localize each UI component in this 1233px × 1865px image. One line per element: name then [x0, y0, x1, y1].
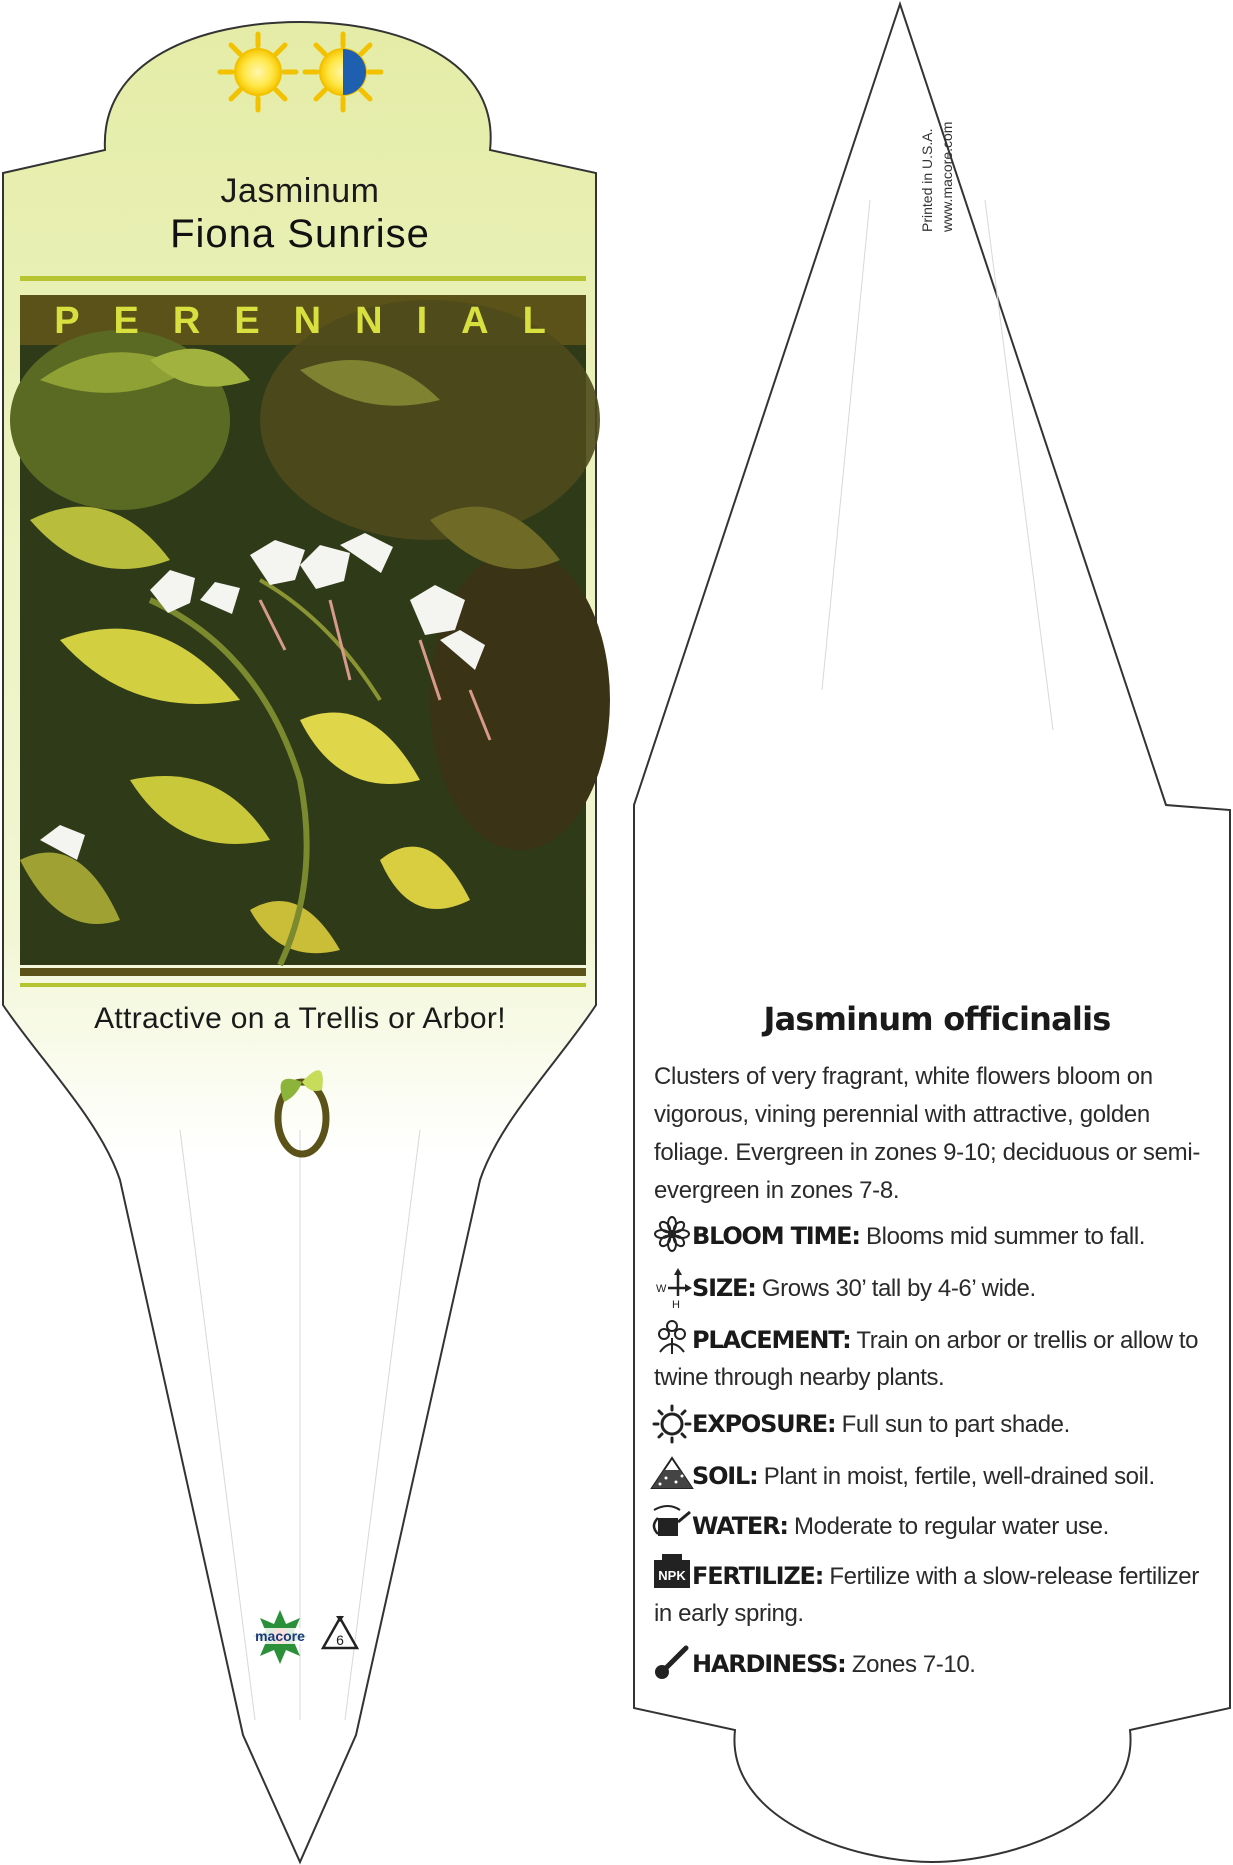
care-text: Blooms mid summer to fall. — [866, 1223, 1146, 1250]
recycle-code: 6 — [336, 1632, 344, 1648]
care-label: SIZE: — [692, 1274, 756, 1302]
photo-bottom-line — [20, 983, 586, 987]
care-label: BLOOM TIME: — [692, 1222, 860, 1250]
svg-text:NPK: NPK — [658, 1568, 686, 1583]
plant-description: Clusters of very fragrant, white flowers bloom on vigorous, vining perennial with attractive, golden foliage. Evergreen in zones 9-10; deciduous or semi-evergreen in zones 7-8. — [654, 1063, 1201, 1204]
care-text: Train on arbor or trellis or allow to twine through nearby plants. — [654, 1327, 1199, 1391]
care-soil — [654, 1458, 1202, 1495]
title-divider — [20, 276, 586, 281]
macore-logo-text: macore — [255, 1628, 305, 1644]
care-text: Plant in moist, fertile, well-drained soil. — [763, 1463, 1155, 1490]
care-bloom-time — [654, 1218, 1202, 1255]
plant-photo — [10, 300, 610, 965]
care-label: FERTILIZE: — [692, 1562, 824, 1590]
care-label: EXPOSURE: — [692, 1410, 836, 1438]
care-text: Moderate to regular water use. — [794, 1513, 1109, 1540]
svg-text:H: H — [672, 1299, 680, 1311]
photo-bottom-band — [20, 968, 586, 976]
plant-cultivar: Fiona Sunrise — [170, 212, 430, 256]
website-line: www.macore.com — [939, 121, 955, 232]
care-text: Grows 30’ tall by 4-6’ wide. — [761, 1275, 1036, 1302]
care-label: SOIL: — [692, 1462, 758, 1490]
tagline: Attractive on a Trellis or Arbor! — [94, 1002, 506, 1035]
care-label: PLACEMENT: — [692, 1326, 851, 1354]
care-label: WATER: — [692, 1512, 788, 1540]
part-sun-icon — [305, 34, 381, 110]
care-text: Full sun to part shade. — [841, 1411, 1070, 1438]
care-text: Zones 7-10. — [851, 1651, 976, 1678]
care-size — [654, 1270, 1202, 1307]
plant-genus: Jasminum — [220, 172, 380, 210]
category-label: PERENNIAL — [54, 299, 580, 342]
full-sun-icon — [220, 34, 296, 110]
care-placement — [654, 1322, 1202, 1396]
care-label: HARDINESS: — [692, 1650, 846, 1678]
care-water — [654, 1508, 1202, 1545]
care-text: Fertilize with a slow-release fertilizer in early spring. — [654, 1563, 1199, 1627]
svg-text:W: W — [656, 1283, 667, 1295]
care-exposure — [654, 1406, 1202, 1443]
species-name: Jasminum officinalis — [763, 1000, 1111, 1038]
printed-in-line: Printed in U.S.A. — [919, 128, 935, 232]
care-fertilize — [654, 1558, 1202, 1632]
care-hardiness — [654, 1646, 1202, 1683]
